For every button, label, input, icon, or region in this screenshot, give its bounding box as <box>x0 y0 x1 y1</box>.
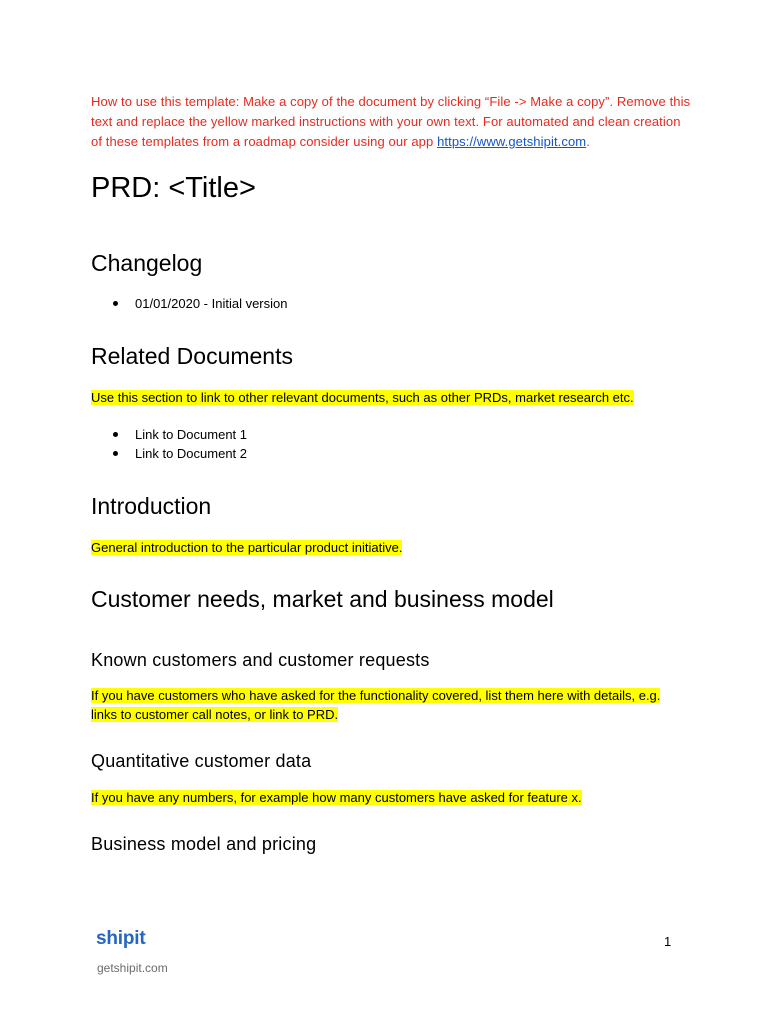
footer-url: getshipit.com <box>97 961 168 975</box>
introduction-heading: Introduction <box>91 493 212 519</box>
bullet-icon <box>113 451 118 456</box>
template-instructions <box>91 92 691 152</box>
changelog-list <box>108 294 287 313</box>
business-model-heading: Business model and pricing <box>91 834 317 854</box>
quantitative-heading: Quantitative customer data <box>91 751 312 771</box>
list-item: 01/01/2020 - Initial version <box>108 294 287 313</box>
quantitative-note: If you have any numbers, for example how many customers have asked for feature x. <box>91 790 582 805</box>
related-documents-heading: Related Documents <box>91 343 293 369</box>
shipit-logo: shipit <box>96 928 146 949</box>
getshipit-link[interactable]: https://www.getshipit.com <box>437 134 587 149</box>
changelog-heading: Changelog <box>91 250 203 276</box>
bullet-icon <box>113 432 118 437</box>
related-documents-note: Use this section to link to other relevant documents, such as other PRDs, market research etc. <box>91 390 634 405</box>
related-documents-list <box>108 425 247 463</box>
page-title: PRD: <Title> <box>91 172 256 204</box>
list-item[interactable]: Link to Document 1 <box>108 425 247 444</box>
list-item[interactable]: Link to Document 2 <box>108 444 247 463</box>
bullet-icon <box>113 301 118 306</box>
page-number: 1 <box>664 934 672 949</box>
instructions-text: How to use this template: Make a copy of the document by clicking “File -> Make a copy”. Remove this text and replace the yellow marked instructions with your own text. For automated and clean creation of these templates from a roadmap consider using our app <box>91 94 691 149</box>
introduction-note: General introduction to the particular product initiative. <box>91 540 403 555</box>
customer-needs-heading: Customer needs, market and business model <box>91 586 554 612</box>
known-customers-note: If you have customers who have asked for the functionality covered, list them here with details, e.g. links to customer call notes, or link to PRD. <box>91 688 661 722</box>
known-customers-heading: Known customers and customer requests <box>91 650 430 670</box>
instructions-trailing: . <box>586 134 590 149</box>
